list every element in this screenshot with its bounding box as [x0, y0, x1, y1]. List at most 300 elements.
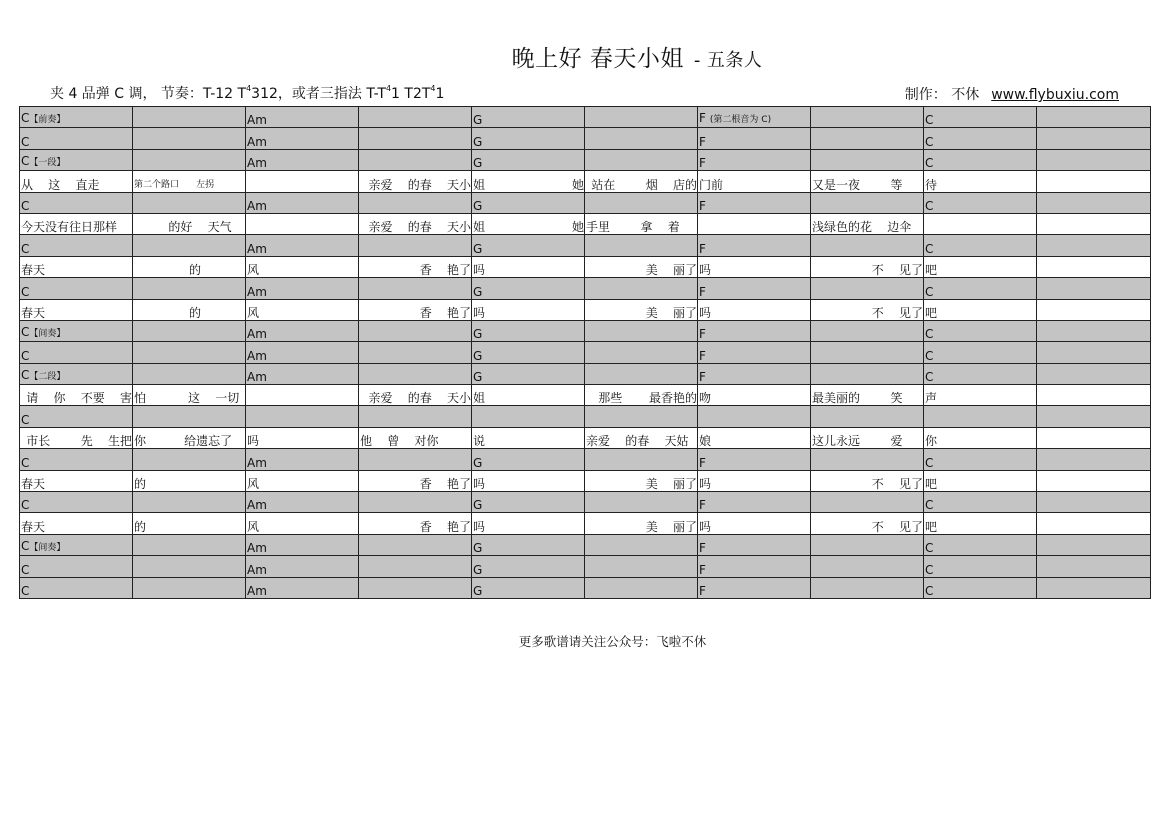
chord-cell	[585, 577, 698, 598]
chord-cell	[698, 363, 811, 384]
chord-cell	[1037, 320, 1151, 341]
lyric-cell	[20, 470, 133, 491]
chord-cell	[472, 556, 585, 577]
chord-cell	[811, 556, 924, 577]
lyric-text: 不 见了	[871, 305, 923, 320]
chord-cell	[359, 278, 472, 299]
section-label: (第二根音为 C)	[709, 115, 772, 126]
lyric-cell	[472, 385, 585, 406]
chord-symbol: F	[699, 348, 706, 363]
lyric-cell	[811, 513, 924, 534]
chord-row	[20, 128, 1151, 149]
lyric-cell	[246, 385, 359, 406]
lyric-cell	[359, 427, 472, 448]
chord-symbol: F	[699, 583, 706, 598]
chord-symbol: Am	[247, 562, 267, 577]
lyric-text: 又是一夜 等	[812, 177, 903, 192]
lyric-text: 风	[247, 519, 260, 534]
chord-cell	[246, 320, 359, 341]
rhythm-info: 1 T2T	[391, 86, 431, 102]
chord-cell	[1037, 363, 1151, 384]
lyric-cell	[1037, 470, 1151, 491]
chord-cell	[924, 406, 1037, 427]
chord-row	[20, 235, 1151, 256]
chord-symbol: F	[699, 111, 706, 126]
chord-cell	[811, 492, 924, 513]
chord-cell	[585, 342, 698, 363]
chord-symbol: G	[473, 327, 483, 342]
lyric-text: 姐	[473, 391, 486, 406]
chord-cell	[246, 342, 359, 363]
chord-cell	[133, 556, 246, 577]
chord-cell	[20, 149, 133, 170]
chord-cell	[698, 492, 811, 513]
chord-cell	[1037, 556, 1151, 577]
lyric-cell	[1037, 385, 1151, 406]
chord-cell	[246, 577, 359, 598]
lyric-text: 春天	[21, 263, 46, 278]
chord-symbol: C	[925, 562, 934, 577]
chord-symbol: C	[21, 134, 30, 149]
lyric-cell	[20, 171, 133, 192]
chord-symbol: Am	[247, 198, 267, 213]
chord-symbol: F	[699, 541, 706, 556]
lyric-cell	[359, 470, 472, 491]
chord-symbol: Am	[247, 583, 267, 598]
lyric-text: 美 丽了	[645, 305, 697, 320]
website-link[interactable]: www.flybuxiu.com	[991, 87, 1119, 103]
lyric-text: 她	[571, 177, 584, 192]
lyric-cell	[472, 213, 585, 234]
chord-symbol: C	[21, 284, 30, 299]
chord-cell	[924, 235, 1037, 256]
artist-name: 五条人	[706, 50, 763, 71]
lyric-text: 香 艳了	[419, 305, 471, 320]
lyric-cell	[924, 171, 1037, 192]
chord-row	[20, 449, 1151, 470]
chord-cell	[585, 556, 698, 577]
superscript: 4	[246, 84, 252, 93]
lyric-cell	[1037, 513, 1151, 534]
lyric-cell	[585, 427, 698, 448]
chord-row	[20, 342, 1151, 363]
lyric-text: 春天	[21, 519, 46, 534]
lyric-row	[20, 213, 1151, 234]
lyric-cell	[811, 427, 924, 448]
chord-cell	[811, 449, 924, 470]
chord-symbol: F	[699, 198, 706, 213]
credits	[905, 84, 1119, 104]
lyric-note: 第二个路口 左拐	[134, 179, 215, 190]
chord-cell	[811, 278, 924, 299]
chord-cell	[20, 534, 133, 555]
chord-cell	[133, 534, 246, 555]
chord-symbol: Am	[247, 541, 267, 556]
chord-cell	[698, 128, 811, 149]
lyric-cell	[1037, 171, 1151, 192]
chord-cell	[472, 492, 585, 513]
lyric-text: 的好 天气	[134, 220, 232, 235]
chord-cell	[20, 492, 133, 513]
lyric-text: 风	[247, 305, 260, 320]
lyric-cell	[472, 513, 585, 534]
chord-cell	[359, 363, 472, 384]
lyric-text: 的	[189, 305, 202, 320]
chord-cell	[585, 363, 698, 384]
chord-cell	[246, 406, 359, 427]
chord-cell	[20, 577, 133, 598]
chord-symbol: C	[925, 498, 934, 513]
chord-symbol: F	[699, 241, 706, 256]
chord-symbol: G	[473, 113, 483, 128]
chord-cell	[246, 449, 359, 470]
chord-symbol: Am	[247, 348, 267, 363]
chord-cell	[246, 278, 359, 299]
lyric-text: 香 艳了	[419, 477, 471, 492]
chord-cell	[133, 235, 246, 256]
lyric-cell	[133, 256, 246, 277]
chord-cell	[585, 534, 698, 555]
lyric-text: 吧	[925, 519, 938, 534]
chord-cell	[133, 492, 246, 513]
chord-cell	[472, 149, 585, 170]
lyric-cell	[585, 385, 698, 406]
lyric-cell	[585, 513, 698, 534]
lyric-cell	[924, 256, 1037, 277]
lyric-cell	[472, 256, 585, 277]
lyric-cell	[20, 427, 133, 448]
chord-cell	[246, 192, 359, 213]
lyric-row	[20, 427, 1151, 448]
lyric-cell	[811, 171, 924, 192]
chord-cell	[472, 107, 585, 128]
chord-symbol: C	[925, 370, 934, 385]
lyric-text: 今天没有往日那样	[21, 220, 118, 235]
chord-symbol: F	[699, 455, 706, 470]
chord-symbol: F	[699, 327, 706, 342]
footer-note: 更多歌谱请关注公众号：飞啦不休	[518, 634, 707, 649]
chord-symbol: G	[473, 583, 483, 598]
lyric-text: 吗	[699, 477, 712, 492]
chord-cell	[133, 406, 246, 427]
lyric-cell	[1037, 427, 1151, 448]
chord-cell	[359, 449, 472, 470]
chord-cell	[359, 107, 472, 128]
lyric-row	[20, 299, 1151, 320]
lyric-text: 的	[189, 263, 202, 278]
chord-cell	[359, 342, 472, 363]
chord-cell	[133, 342, 246, 363]
chord-cell	[472, 235, 585, 256]
chord-cell	[246, 235, 359, 256]
lyric-text: 美 丽了	[645, 263, 697, 278]
lyric-cell	[133, 171, 246, 192]
chord-symbol: C	[925, 455, 934, 470]
lyric-cell	[246, 171, 359, 192]
chord-cell	[924, 492, 1037, 513]
lyric-text: 吻	[699, 391, 712, 406]
chord-symbol: C	[925, 241, 934, 256]
chord-cell	[472, 128, 585, 149]
lyric-cell	[359, 171, 472, 192]
chord-symbol: G	[473, 198, 483, 213]
lyric-text: 的	[134, 477, 147, 492]
lyric-cell	[585, 256, 698, 277]
chord-cell	[472, 192, 585, 213]
chord-cell	[585, 149, 698, 170]
chord-cell	[359, 149, 472, 170]
chord-cell	[1037, 449, 1151, 470]
lyric-cell	[359, 299, 472, 320]
chord-symbol: C	[21, 455, 30, 470]
chord-cell	[20, 556, 133, 577]
lyric-text: 声	[925, 391, 938, 406]
lyric-cell	[133, 299, 246, 320]
chord-symbol: C	[925, 113, 934, 128]
chord-symbol: C	[21, 111, 30, 126]
chord-symbol: C	[21, 498, 30, 513]
section-label: 【前奏】	[29, 115, 66, 126]
superscript: 4	[430, 84, 436, 93]
chord-cell	[133, 449, 246, 470]
chord-symbol: Am	[247, 156, 267, 171]
lyric-cell	[811, 470, 924, 491]
lyric-text: 春天	[21, 305, 46, 320]
chord-cell	[924, 192, 1037, 213]
chord-cell	[811, 577, 924, 598]
lyric-cell	[585, 299, 698, 320]
lyric-text: 市长 先 生把	[26, 434, 132, 449]
chord-symbol: Am	[247, 113, 267, 128]
chord-cell	[359, 534, 472, 555]
lyric-text: 春天	[21, 477, 46, 492]
chord-cell	[811, 149, 924, 170]
chord-symbol: F	[699, 156, 706, 171]
chord-cell	[472, 406, 585, 427]
chord-symbol: C	[925, 348, 934, 363]
lyric-text: 不 见了	[871, 519, 923, 534]
chord-cell	[698, 577, 811, 598]
chord-cell	[924, 278, 1037, 299]
lyric-text: 最美丽的 笑	[812, 391, 903, 406]
chord-cell	[20, 235, 133, 256]
lyric-cell	[698, 470, 811, 491]
lyric-text: 说	[473, 434, 486, 449]
lyric-cell	[811, 213, 924, 234]
lyric-text: 姐	[473, 220, 486, 235]
chord-cell	[472, 342, 585, 363]
lyric-cell	[585, 171, 698, 192]
lyric-cell	[924, 427, 1037, 448]
superscript: 4	[385, 84, 392, 93]
chord-cell	[133, 128, 246, 149]
chord-symbol: C	[21, 368, 30, 383]
lyric-text: 的	[134, 519, 147, 534]
lyric-text: 吗	[247, 434, 260, 449]
chord-cell	[246, 492, 359, 513]
chord-symbol: G	[473, 241, 483, 256]
chord-cell	[20, 406, 133, 427]
chord-cell	[133, 577, 246, 598]
chord-cell	[1037, 534, 1151, 555]
chord-cell	[924, 534, 1037, 555]
chord-symbol: C	[21, 562, 30, 577]
chord-cell	[20, 342, 133, 363]
lyric-text: 手里 拿 着	[586, 220, 680, 235]
chord-cell	[20, 363, 133, 384]
lyric-text: 那些 最香艳的	[598, 391, 697, 406]
chord-symbol: C	[925, 198, 934, 213]
lyric-cell	[20, 385, 133, 406]
chord-cell	[811, 534, 924, 555]
chord-symbol: F	[699, 562, 706, 577]
chord-symbol: C	[925, 583, 934, 598]
chord-cell	[698, 320, 811, 341]
lyric-text: 吧	[925, 305, 938, 320]
chord-cell	[20, 320, 133, 341]
lyric-text: 香 艳了	[419, 519, 471, 534]
chord-cell	[359, 406, 472, 427]
lyric-text: 吧	[925, 263, 938, 278]
lyric-cell	[246, 256, 359, 277]
chord-symbol: G	[473, 562, 483, 577]
chord-cell	[698, 107, 811, 128]
lyric-text: 吗	[473, 477, 486, 492]
lyric-cell	[133, 470, 246, 491]
chord-lyric-sheet	[19, 106, 1151, 599]
lyric-cell	[924, 299, 1037, 320]
lyric-cell	[359, 256, 472, 277]
chord-cell	[359, 492, 472, 513]
lyric-cell	[246, 299, 359, 320]
lyric-cell	[698, 385, 811, 406]
lyric-cell	[924, 385, 1037, 406]
lyric-text: 亲爱 的春 天小	[368, 177, 471, 192]
lyric-cell	[133, 213, 246, 234]
lyric-cell	[133, 513, 246, 534]
lyric-row	[20, 171, 1151, 192]
chord-row	[20, 534, 1151, 555]
lyric-cell	[1037, 256, 1151, 277]
lyric-text: 请 你 不要 害	[26, 391, 132, 406]
chord-cell	[246, 107, 359, 128]
lyric-text: 吗	[473, 519, 486, 534]
chord-symbol: F	[699, 498, 706, 513]
lyric-text: 姐	[473, 177, 486, 192]
chord-symbol: F	[699, 284, 706, 299]
lyric-cell	[698, 299, 811, 320]
chord-cell	[811, 107, 924, 128]
chord-cell	[1037, 149, 1151, 170]
chord-row	[20, 406, 1151, 427]
lyric-cell	[698, 171, 811, 192]
chord-cell	[20, 449, 133, 470]
lyric-text: 风	[247, 263, 260, 278]
lyric-text: 吗	[699, 263, 712, 278]
chord-cell	[811, 320, 924, 341]
chord-cell	[20, 128, 133, 149]
chord-cell	[585, 320, 698, 341]
title-dash: -	[693, 50, 701, 71]
chord-cell	[133, 192, 246, 213]
chord-symbol: C	[21, 241, 30, 256]
section-label: 【一段】	[29, 158, 66, 169]
chord-symbol: Am	[247, 241, 267, 256]
chord-row	[20, 556, 1151, 577]
chord-cell	[472, 320, 585, 341]
lyric-row	[20, 513, 1151, 534]
chord-cell	[585, 128, 698, 149]
rhythm-info: 1	[435, 86, 445, 102]
chord-cell	[133, 278, 246, 299]
chord-cell	[1037, 235, 1151, 256]
lyric-cell	[698, 213, 811, 234]
chord-cell	[811, 192, 924, 213]
chord-cell	[246, 363, 359, 384]
chord-symbol: C	[21, 198, 30, 213]
chord-cell	[585, 278, 698, 299]
capo-info: 夹 4 品弹 C 调， 节奏：T-12 T	[50, 86, 247, 102]
chord-symbol: C	[925, 541, 934, 556]
chord-cell	[811, 363, 924, 384]
lyric-text: 不 见了	[871, 263, 923, 278]
chord-symbol: G	[473, 284, 483, 299]
chord-row	[20, 363, 1151, 384]
chord-cell	[585, 449, 698, 470]
lyric-text: 香 艳了	[419, 263, 471, 278]
chord-cell	[359, 128, 472, 149]
chord-cell	[698, 556, 811, 577]
chord-symbol: C	[21, 412, 30, 427]
lyric-cell	[1037, 299, 1151, 320]
chord-symbol: C	[21, 348, 30, 363]
chord-cell	[811, 235, 924, 256]
chord-cell	[20, 107, 133, 128]
lyric-cell	[133, 427, 246, 448]
chord-cell	[1037, 278, 1151, 299]
lyric-cell	[359, 513, 472, 534]
chord-cell	[698, 278, 811, 299]
chord-symbol: Am	[247, 284, 267, 299]
lyric-cell	[698, 513, 811, 534]
lyric-text: 站在 烟 店的	[591, 177, 697, 192]
chord-cell	[472, 534, 585, 555]
chord-cell	[1037, 107, 1151, 128]
chord-symbol: Am	[247, 370, 267, 385]
chord-symbol: C	[21, 539, 30, 554]
chord-cell	[359, 556, 472, 577]
chord-cell	[585, 406, 698, 427]
lyric-text: 这儿永远 爱	[812, 434, 903, 449]
lyric-cell	[359, 385, 472, 406]
lyric-text: 亲爱 的春 天小	[368, 391, 471, 406]
chord-symbol: G	[473, 541, 483, 556]
chord-cell	[698, 449, 811, 470]
lyric-cell	[20, 513, 133, 534]
chord-symbol: G	[473, 348, 483, 363]
chord-symbol: C	[925, 134, 934, 149]
lyric-cell	[246, 213, 359, 234]
lyric-cell	[20, 299, 133, 320]
chord-symbol: G	[473, 498, 483, 513]
chord-symbol: Am	[247, 455, 267, 470]
chord-cell	[359, 235, 472, 256]
chord-symbol: F	[699, 134, 706, 149]
lyric-row	[20, 470, 1151, 491]
chord-cell	[924, 107, 1037, 128]
chord-symbol: G	[473, 134, 483, 149]
chord-symbol: C	[925, 284, 934, 299]
